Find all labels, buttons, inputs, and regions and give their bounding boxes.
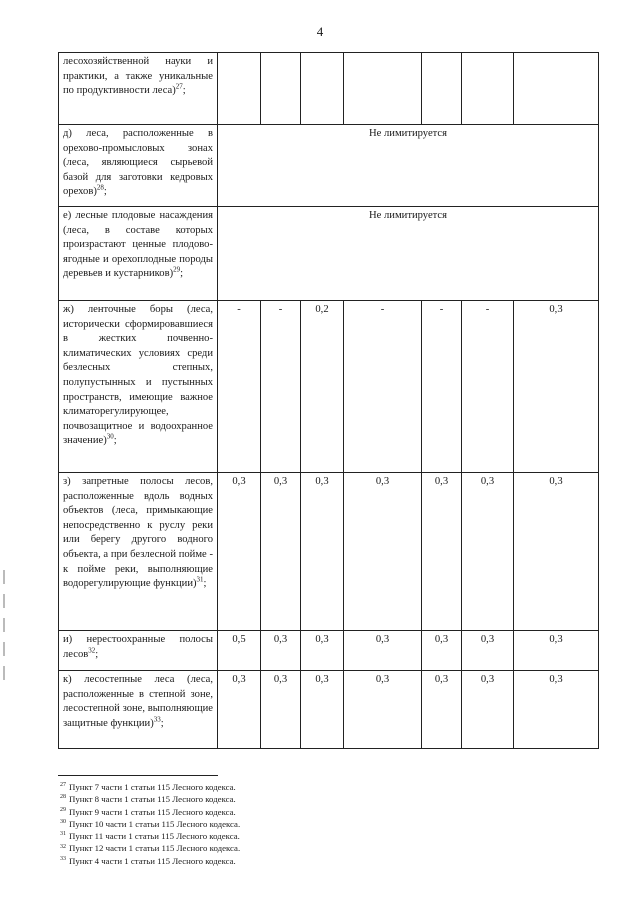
footnote <box>60 855 240 867</box>
description-tail: ; <box>95 648 99 660</box>
footnote-number: 27 <box>60 782 66 789</box>
footnote-ref: 30 <box>106 432 114 441</box>
footnote-ref: 27 <box>175 82 183 91</box>
table-row <box>59 53 599 125</box>
row-description <box>59 671 218 749</box>
table-row <box>59 631 599 671</box>
footnote-text: Пункт 12 части 1 статьи 115 Лесного кодекса. <box>69 843 241 854</box>
footnote <box>60 793 240 805</box>
footnote-number: 28 <box>60 794 66 801</box>
value-cell: 0,2 <box>301 301 344 473</box>
footnote-text: Пункт 4 части 1 статьи 115 Лесного кодекса. <box>69 855 236 866</box>
footnote-ref: 28 <box>96 183 104 192</box>
footnote <box>60 781 240 793</box>
value-cell: 0,3 <box>301 631 344 671</box>
footnote-ref: 32 <box>88 646 96 655</box>
value-cell <box>344 53 422 125</box>
description-text: е) лесные плодовые насаждения (леса, в составе которых произрастают ценные плодово-ягодные и орехоплодные породы деревьев и кустарников) <box>63 210 213 280</box>
value-cell: 0,3 <box>422 473 462 631</box>
value-cell <box>218 53 261 125</box>
value-cell: - <box>218 301 261 473</box>
footnote <box>60 818 240 830</box>
description-tail: ; <box>160 717 164 729</box>
value-cell: 0,3 <box>218 671 261 749</box>
value-cell: 0,3 <box>261 631 301 671</box>
value-cell: 0,3 <box>422 671 462 749</box>
scan-margin-marks <box>2 560 6 760</box>
value-cell: 0,3 <box>344 671 422 749</box>
footnote-number: 31 <box>60 831 66 838</box>
table-body <box>59 53 599 749</box>
footnote-ref: 33 <box>153 715 161 724</box>
footnote-ref: 29 <box>173 265 181 274</box>
value-cell: - <box>261 301 301 473</box>
footnote-number: 29 <box>60 806 66 813</box>
footnotes <box>60 781 240 867</box>
footnote-text: Пункт 7 части 1 статьи 115 Лесного кодекса. <box>69 782 236 792</box>
value-cell <box>422 53 462 125</box>
value-cell <box>301 53 344 125</box>
row-description <box>59 125 218 207</box>
value-cell: - <box>462 301 514 473</box>
not-limited-cell: Не лимитируется <box>218 207 599 301</box>
description-tail: ; <box>180 268 184 280</box>
value-cell: 0,3 <box>261 473 301 631</box>
value-cell: 0,3 <box>218 473 261 631</box>
value-cell: 0,3 <box>344 473 422 631</box>
row-description <box>59 207 218 301</box>
description-tail: ; <box>113 435 117 447</box>
not-limited-cell: Не лимитируется <box>218 125 599 207</box>
footnote-text: Пункт 10 части 1 статьи 115 Лесного кодекса. <box>69 818 241 829</box>
page-number: 4 <box>316 24 324 39</box>
row-description <box>59 301 218 473</box>
row-description <box>59 53 218 125</box>
footnote <box>60 830 240 842</box>
value-cell <box>514 53 599 125</box>
value-cell: 0,3 <box>301 473 344 631</box>
footnote <box>60 806 240 818</box>
description-text: ж) ленточные боры (леса, исторически сформировавшиеся в жестких почвенно-климатических условиях среди безлесных степных, полупустынных и пустынных пространств, имеющие важное климаторегулирующее, почвозащитное и водоохранное значение) <box>63 304 213 447</box>
row-description <box>59 631 218 671</box>
forest-limits-table <box>58 52 599 749</box>
footnote-ref: 31 <box>196 575 204 584</box>
value-cell: 0,3 <box>344 631 422 671</box>
description-tail: ; <box>203 578 207 590</box>
footnote-text: Пункт 8 части 1 статьи 115 Лесного кодекса. <box>69 794 236 805</box>
footnote-separator <box>58 775 218 776</box>
footnote-number: 30 <box>60 818 66 825</box>
table-row <box>59 301 599 473</box>
value-cell: 0,3 <box>261 671 301 749</box>
table-row <box>59 671 599 749</box>
description-tail: ; <box>182 85 186 97</box>
footnote-text: Пункт 11 части 1 статьи 115 Лесного кодекса. <box>69 831 240 842</box>
table-row <box>59 207 599 301</box>
footnote <box>60 842 240 854</box>
value-cell: 0,3 <box>514 671 599 749</box>
value-cell <box>462 53 514 125</box>
value-cell: 0,5 <box>218 631 261 671</box>
value-cell: 0,3 <box>301 671 344 749</box>
value-cell: 0,3 <box>462 631 514 671</box>
value-cell: 0,3 <box>514 301 599 473</box>
footnote-text: Пункт 9 части 1 статьи 115 Лесного кодекса. <box>69 806 236 817</box>
table-row <box>59 125 599 207</box>
description-text: к) лесостепные леса (леса, расположенные в степной зоне, лесостепной зоне, выполняющие защитные функции) <box>63 674 213 729</box>
description-text: лесохозяйственной науки и практики, а также уникальные по продуктивности леса) <box>63 56 213 97</box>
value-cell: - <box>344 301 422 473</box>
description-text: з) запретные полосы лесов, расположенные вдоль водных объектов (леса, примыкающие непосредственно к руслу реки или берегу другого водного объекта, а при безлесной пойме - к пойме реки, выполняющие водорегулирующие функции) <box>63 476 213 590</box>
value-cell: 0,3 <box>422 631 462 671</box>
value-cell: 0,3 <box>462 473 514 631</box>
value-cell: - <box>422 301 462 473</box>
footnote-number: 32 <box>60 843 66 850</box>
description-text: д) леса, расположенные в орехово-промысловых зонах (леса, являющиеся сырьевой базой для заготовки кедровых орехов) <box>63 128 213 198</box>
description-tail: ; <box>103 186 107 198</box>
value-cell: 0,3 <box>514 473 599 631</box>
value-cell: 0,3 <box>462 671 514 749</box>
value-cell: 0,3 <box>514 631 599 671</box>
table-row <box>59 473 599 631</box>
row-description <box>59 473 218 631</box>
footnote-number: 33 <box>60 855 66 862</box>
value-cell <box>261 53 301 125</box>
description-text: и) нерестоохранные полосы лесов <box>63 634 213 660</box>
